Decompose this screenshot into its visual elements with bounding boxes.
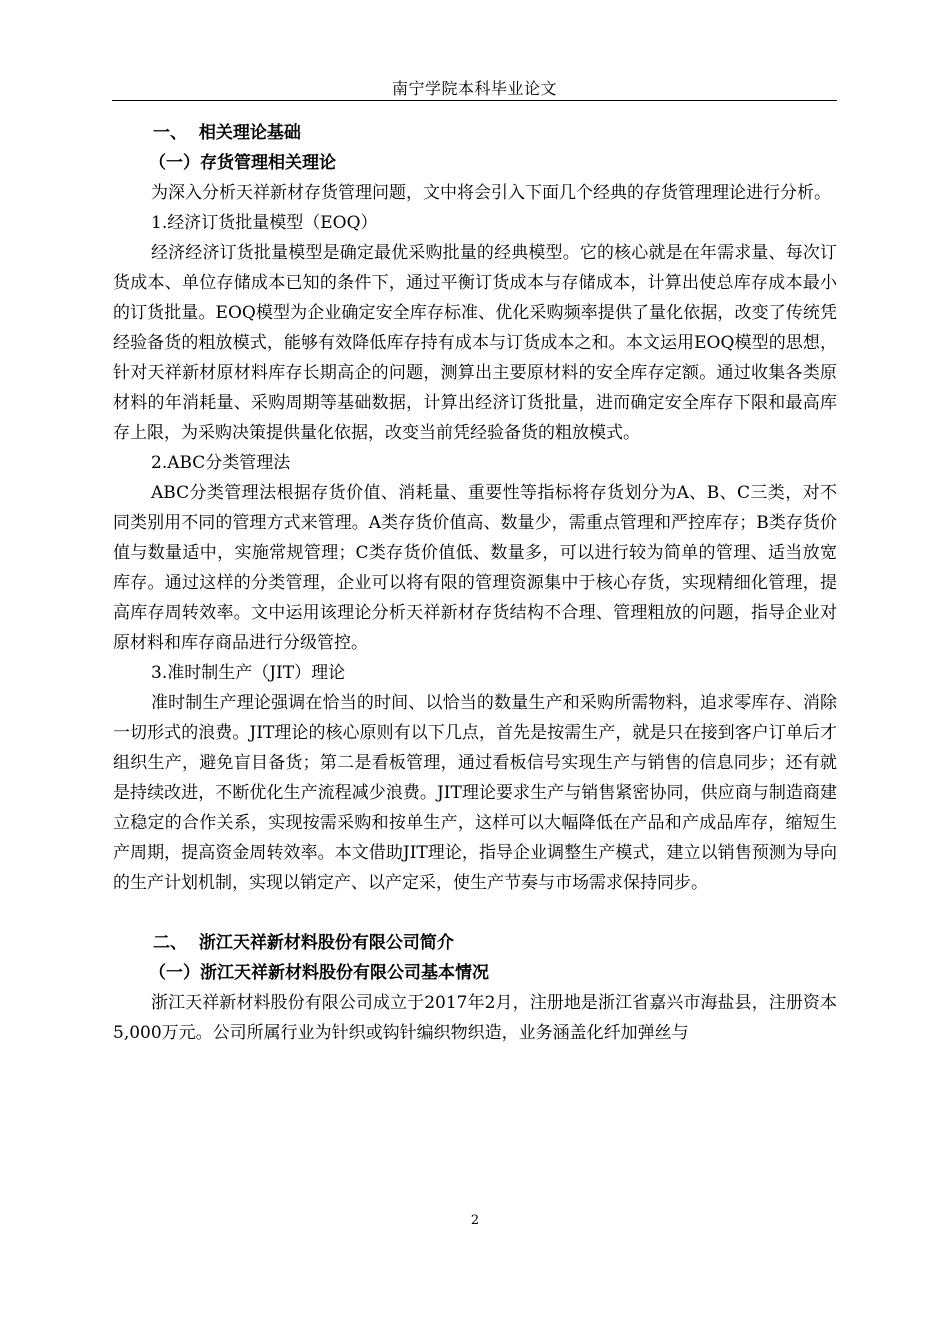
item-title-abc: 2.ABC分类管理法 [151,453,291,473]
section-heading: 二、 浙江天祥新材料股份有限公司简介 [153,933,454,953]
page-body [113,118,837,1048]
page-number: 2 [470,1213,480,1228]
paragraph-abc: ABC分类管理法根据存货价值、消耗量、重要性等指标将存货划分为A、B、C三类，对不同类别用不同的管理方式来管理。A类存货价值高、数量少，需重点管理和严控库存；B类存货价值与数量适中，实施常规管理；C类存货价值低、数量多，可以进行较为简单的管理、适当放宽库存。通过这样的分类管理，企业可以将有限的管理资源集中于核心存货，实现精细化管理，提高库存周转效率。文中运用该理论分析天祥新材存货结构不合理、管理粗放的问题，指导企业对原材料和库存商品进行分级管控。 [113,483,837,653]
paragraph-jit: 准时制生产理论强调在恰当的时间、以恰当的数量生产和采购所需物料，追求零库存、消除一切形式的浪费。JIT理论的核心原则有以下几点，首先是按需生产，就是只在接到客户订单后才组织生产，避免盲目备货；第二是看板管理，通过看板信号实现生产与销售的信息同步；还有就是持续改进，不断优化生产流程减少浪费。JIT理论要求生产与销售紧密协同，供应商与制造商建立稳定的合作关系，实现按需采购和按单生产，这样可以大幅降低在产品和产成品库存，缩短生产周期，提高资金周转效率。本文借助JIT理论，指导企业调整生产模式，建立以销售预测为导向的生产计划机制，实现以销定产、以产定采，使生产节奏与市场需求保持同步。 [113,693,837,893]
running-header: 南宁学院本科毕业论文 [391,79,557,98]
section-heading: 一、 相关理论基础 [153,123,301,143]
paragraph-eoq: 经济经济订货批量模型是确定最优采购批量的经典模型。它的核心就是在年需求量、每次订货成本、单位存储成本已知的条件下，通过平衡订货成本与存储成本，计算出使总库存成本最小的订货批量。EOQ模型为企业确定安全库存标准、优化采购频率提供了量化依据，改变了传统凭经验备货的粗放模式，能够有效降低库存持有成本与订货成本之和。本文运用EOQ模型的思想，针对天祥新材原材料库存长期高企的问题，测算出主要原材料的安全库存定额。通过收集各类原材料的年消耗量、采购周期等基础数据，计算出经济订货批量，进而确定安全库存下限和最高库存上限，为采购决策提供量化依据，改变当前凭经验备货的粗放模式。 [113,243,837,443]
subsection-heading: （一）存货管理相关理论 [149,153,336,173]
subsection-heading: （一）浙江天祥新材料股份有限公司基本情况 [149,963,489,983]
item-title-jit: 3.准时制生产（JIT）理论 [151,663,346,683]
item-title-eoq: 1.经济订货批量模型（EOQ） [151,213,378,233]
header-divider [112,100,837,101]
paragraph-intro: 为深入分析天祥新材存货管理问题，文中将会引入下面几个经典的存货管理理论进行分析。 [151,183,831,203]
paragraph-company: 浙江天祥新材料股份有限公司成立于2017年2月，注册地是浙江省嘉兴市海盐县，注册资本5,000万元。公司所属行业为针织或钩针编织物织造，业务涵盖化纤加弹丝与 [113,993,837,1043]
